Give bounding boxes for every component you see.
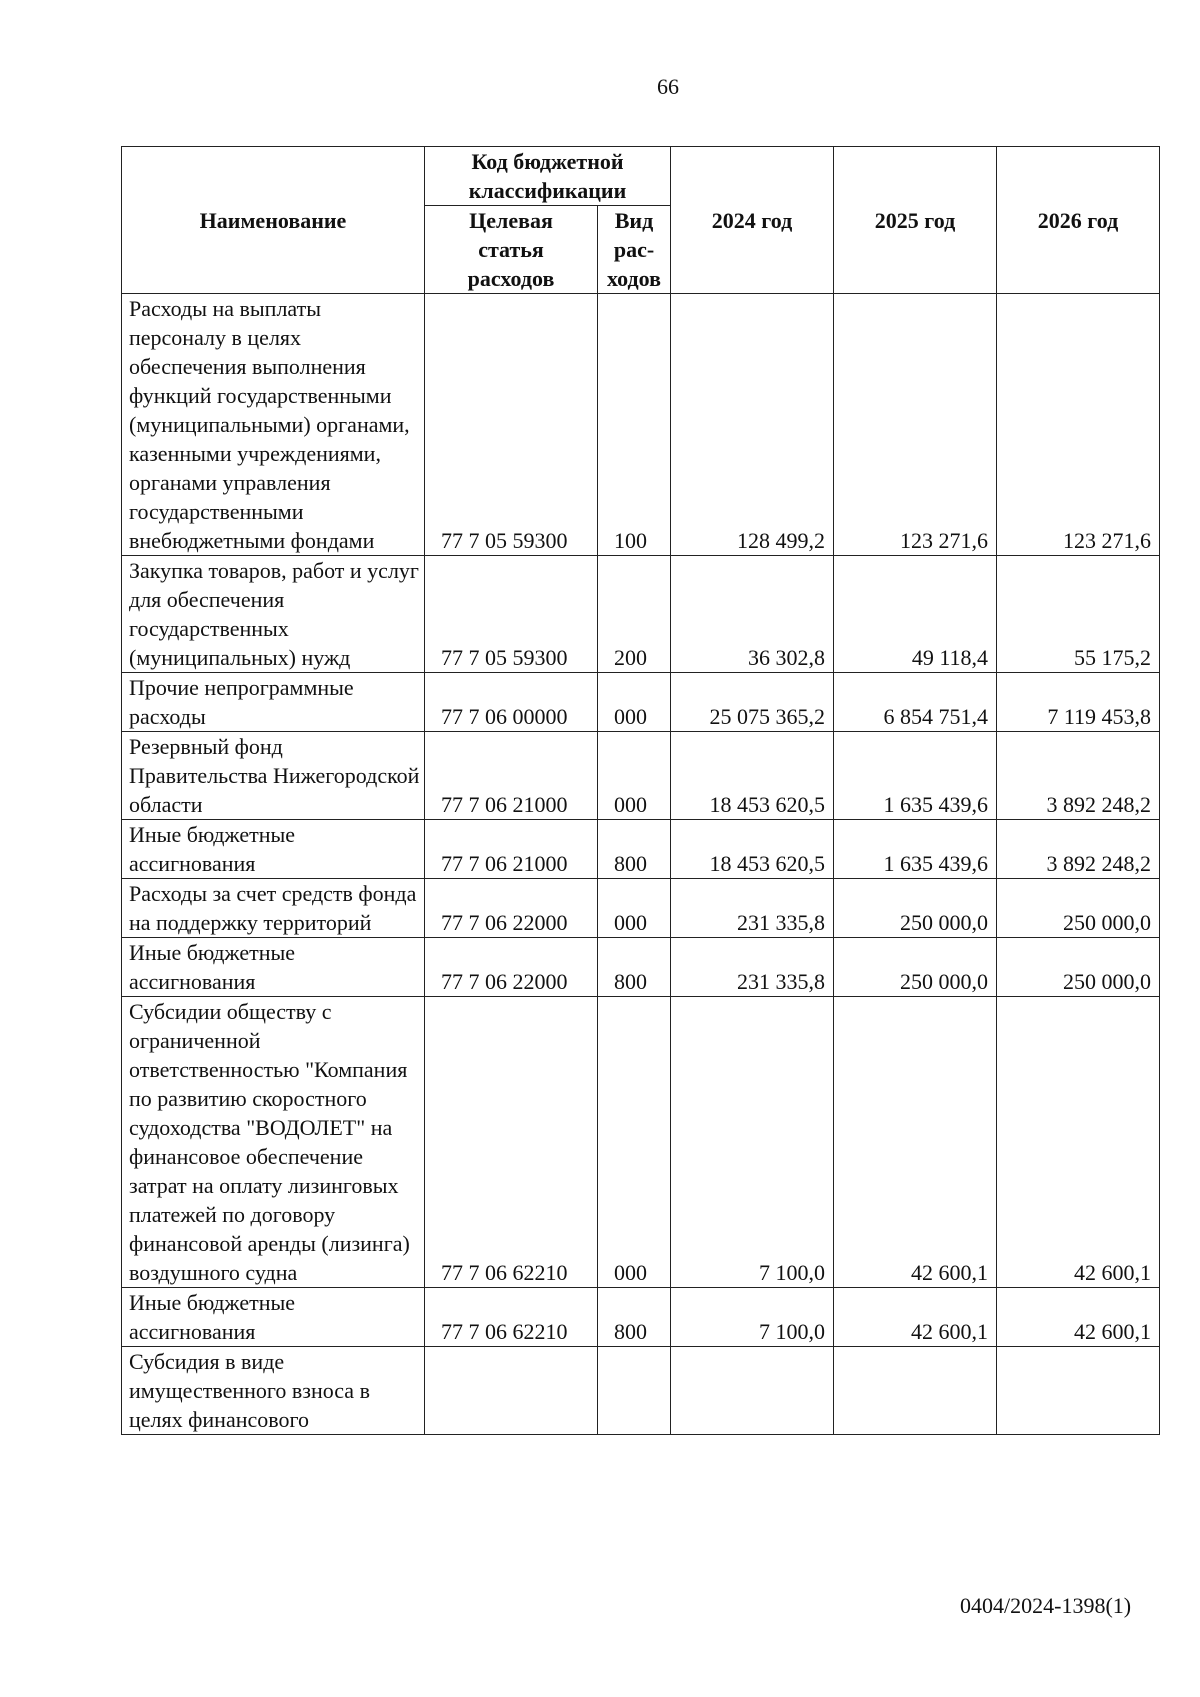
table-row xyxy=(122,1288,1160,1347)
row-2025: 42 600,1 xyxy=(834,997,997,1288)
header-year-2025: 2025 год xyxy=(834,147,997,294)
row-name: Закупка товаров, работ и услуг для обеспечения государственных (муниципальных) нужд xyxy=(122,556,425,673)
row-name: Иные бюджетные ассигнования xyxy=(122,1288,425,1347)
table-row xyxy=(122,1347,1160,1435)
table-row xyxy=(122,294,1160,556)
table-row xyxy=(122,732,1160,820)
header-name: Наименование xyxy=(122,147,425,294)
row-code: 77 7 06 22000 xyxy=(425,879,598,938)
table-row xyxy=(122,879,1160,938)
row-type: 800 xyxy=(598,1288,671,1347)
row-type: 000 xyxy=(598,732,671,820)
row-2024: 7 100,0 xyxy=(671,1288,834,1347)
header-year-2026: 2026 год xyxy=(997,147,1160,294)
row-code: 77 7 06 21000 xyxy=(425,732,598,820)
row-type: 100 xyxy=(598,294,671,556)
header-budget-code: Код бюджетной классификации xyxy=(425,147,671,206)
row-2026: 3 892 248,2 xyxy=(997,732,1160,820)
page-number: 66 xyxy=(657,74,679,99)
table-row xyxy=(122,938,1160,997)
row-2026: 250 000,0 xyxy=(997,879,1160,938)
row-2024: 18 453 620,5 xyxy=(671,732,834,820)
row-name: Прочие непрограммные расходы xyxy=(122,673,425,732)
row-name: Резервный фонд Правительства Нижегородской области xyxy=(122,732,425,820)
row-2026: 42 600,1 xyxy=(997,997,1160,1288)
row-code: 77 7 06 62210 xyxy=(425,1288,598,1347)
row-2024: 128 499,2 xyxy=(671,294,834,556)
row-type: 800 xyxy=(598,820,671,879)
table-row xyxy=(122,556,1160,673)
row-code: 77 7 06 62210 xyxy=(425,997,598,1288)
table-row xyxy=(122,997,1160,1288)
row-2025: 42 600,1 xyxy=(834,1288,997,1347)
row-2024: 25 075 365,2 xyxy=(671,673,834,732)
table-row xyxy=(122,673,1160,732)
row-2024: 18 453 620,5 xyxy=(671,820,834,879)
row-2024: 231 335,8 xyxy=(671,879,834,938)
row-code xyxy=(425,1347,598,1435)
row-2026: 42 600,1 xyxy=(997,1288,1160,1347)
row-2026: 7 119 453,8 xyxy=(997,673,1160,732)
row-code: 77 7 05 59300 xyxy=(425,556,598,673)
row-2025: 1 635 439,6 xyxy=(834,732,997,820)
row-2026: 123 271,6 xyxy=(997,294,1160,556)
row-2025 xyxy=(834,1347,997,1435)
row-2026: 55 175,2 xyxy=(997,556,1160,673)
row-2025: 6 854 751,4 xyxy=(834,673,997,732)
row-name: Иные бюджетные ассигнования xyxy=(122,938,425,997)
row-name: Расходы на выплаты персоналу в целях обеспечения выполнения функций государственными (муниципальными) органами, казенными учреждениями, органами управления государственными внебюджетными фондами xyxy=(122,294,425,556)
row-type: 200 xyxy=(598,556,671,673)
header-year-2024: 2024 год xyxy=(671,147,834,294)
document-code: 0404/2024-1398(1) xyxy=(960,1593,1132,1618)
header-expense-type: Вид рас-ходов xyxy=(598,206,671,294)
row-code: 77 7 06 21000 xyxy=(425,820,598,879)
row-2026: 250 000,0 xyxy=(997,938,1160,997)
budget-table xyxy=(121,146,1160,1435)
row-2025: 123 271,6 xyxy=(834,294,997,556)
row-2026 xyxy=(997,1347,1160,1435)
row-2024: 36 302,8 xyxy=(671,556,834,673)
row-2025: 49 118,4 xyxy=(834,556,997,673)
header-target-article: Целевая статья расходов xyxy=(425,206,598,294)
row-2025: 1 635 439,6 xyxy=(834,820,997,879)
table-row xyxy=(122,820,1160,879)
row-2024: 7 100,0 xyxy=(671,997,834,1288)
row-type: 000 xyxy=(598,879,671,938)
row-2025: 250 000,0 xyxy=(834,938,997,997)
row-type: 000 xyxy=(598,997,671,1288)
row-2025: 250 000,0 xyxy=(834,879,997,938)
row-type: 800 xyxy=(598,938,671,997)
row-code: 77 7 06 00000 xyxy=(425,673,598,732)
row-2024: 231 335,8 xyxy=(671,938,834,997)
row-2024 xyxy=(671,1347,834,1435)
row-2026: 3 892 248,2 xyxy=(997,820,1160,879)
row-code: 77 7 06 22000 xyxy=(425,938,598,997)
row-name: Субсидии обществу с ограниченной ответственностью "Компания по развитию скоростного судоходства "ВОДОЛЕТ" на финансовое обеспечение затрат на оплату лизинговых платежей по договору финансовой аренды (лизинга) воздушного судна xyxy=(122,997,425,1288)
row-name: Расходы за счет средств фонда на поддержку территорий xyxy=(122,879,425,938)
row-name: Иные бюджетные ассигнования xyxy=(122,820,425,879)
row-code: 77 7 05 59300 xyxy=(425,294,598,556)
row-type: 000 xyxy=(598,673,671,732)
row-name: Субсидия в виде имущественного взноса в целях финансового xyxy=(122,1347,425,1435)
row-type xyxy=(598,1347,671,1435)
